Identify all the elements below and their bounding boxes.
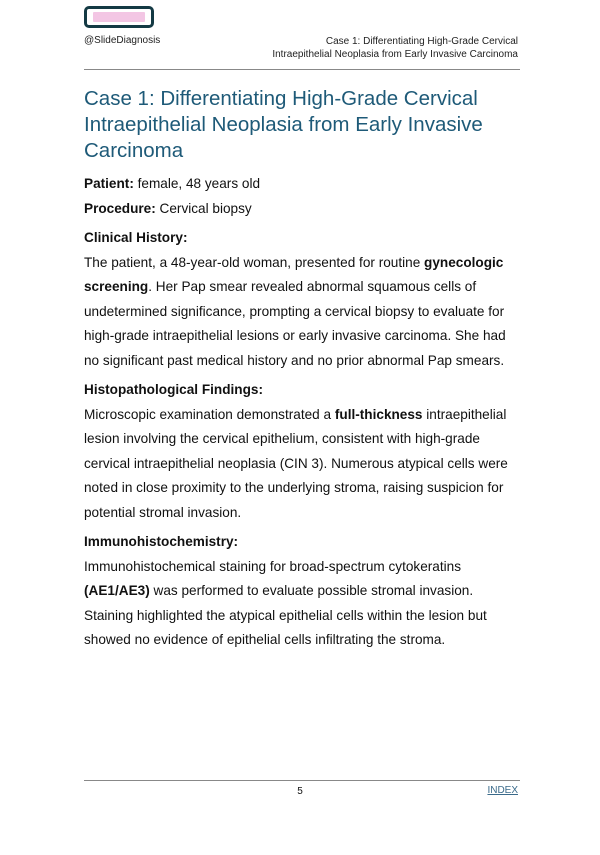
- clinical-history-heading: Clinical History:: [84, 230, 188, 245]
- patient-label: Patient:: [84, 176, 134, 191]
- page-number: 5: [297, 786, 303, 797]
- histopathology-bold: full-thickness: [334, 406, 423, 422]
- histopathology-p2: intraepithelial lesion involving the cervical epithelium, consistent with high-grade cervical intraepithelial neoplasia (CIN 3). Numerous atypical cells were noted in close proximity to the underlying stroma, raising suspicion for potential stromal invasion.: [84, 406, 508, 520]
- footer-divider: [84, 780, 520, 781]
- page-title: Case 1: Differentiating High-Grade Cervical Intraepithelial Neoplasia from Early Invasive Carcinoma: [84, 87, 483, 162]
- immuno-p2: was performed to evaluate possible stromal invasion. Staining highlighted the atypical epithelial cells within the lesion but showed no evidence of epithelial cells infiltrating the stroma.: [84, 583, 487, 647]
- patient-line: [84, 172, 524, 197]
- clinical-history-p1: The patient, a 48-year-old woman, presented for routine: [84, 254, 425, 270]
- histopathology-p1: Microscopic examination demonstrated a: [84, 406, 335, 422]
- histopathology-text: [84, 403, 524, 526]
- patient-value: female, 48 years old: [133, 176, 261, 191]
- procedure-value: Cervical biopsy: [155, 200, 252, 216]
- running-title-line-2: Intraepithelial Neoplasia from Early Invasive Carcinoma: [272, 49, 518, 60]
- index-link[interactable]: INDEX: [487, 785, 518, 796]
- header-divider: [84, 69, 520, 70]
- immuno-heading: Immunohistochemistry:: [84, 534, 239, 549]
- header-brand: @SlideDiagnosis: [84, 35, 161, 46]
- case-content: [84, 172, 524, 653]
- clinical-history-bold: gynecologic screening: [84, 254, 504, 294]
- histopathology-heading: Histopathological Findings:: [84, 382, 263, 397]
- procedure-line: [84, 197, 524, 222]
- clinical-history-p2: . Her Pap smear revealed abnormal squamous cells of undetermined significance, prompting a cervical biopsy to evaluate for high-grade intraepithelial lesions or early invasive carcinoma. She had no significant past medical history and no prior abnormal Pap smears.: [84, 279, 506, 368]
- clinical-history-text: [84, 251, 524, 374]
- logo: [84, 6, 154, 28]
- procedure-label: Procedure:: [84, 200, 156, 216]
- header-running-title: [218, 35, 518, 61]
- logo-mark: [93, 12, 145, 22]
- running-title-line-1: Case 1: Differentiating High-Grade Cervical: [325, 36, 518, 47]
- immuno-p1: Immunohistochemical staining for broad-spectrum cytokeratins: [84, 558, 462, 574]
- immuno-bold: (AE1/AE3): [84, 583, 150, 598]
- immuno-text: [84, 555, 524, 653]
